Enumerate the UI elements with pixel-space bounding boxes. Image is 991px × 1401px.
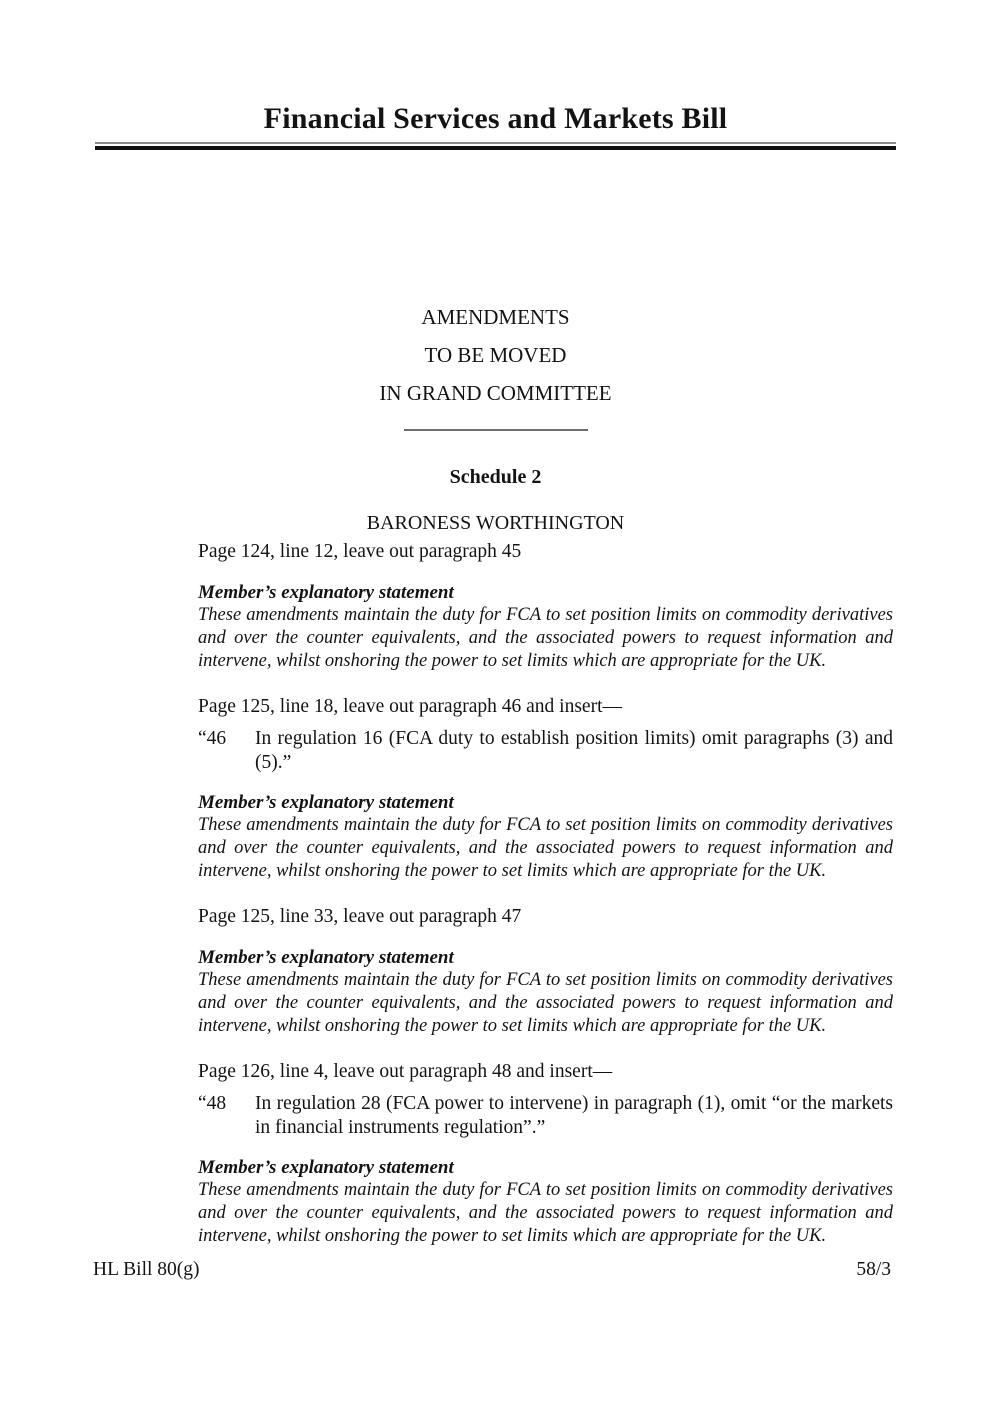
inserted-paragraph-number: “48 xyxy=(198,1093,227,1114)
explanatory-heading: Member’s explanatory statement xyxy=(198,1157,454,1178)
amendment-instruction: Page 125, line 18, leave out paragraph 46 and insert— xyxy=(198,696,623,717)
amendment-instruction: Page 125, line 33, leave out paragraph 47 xyxy=(198,906,522,927)
amendment-block xyxy=(198,905,893,1038)
page-footer xyxy=(93,1258,891,1282)
footer-bill-number: HL Bill 80(g) xyxy=(93,1259,200,1280)
amendment-instruction: Page 124, line 12, leave out paragraph 45 xyxy=(198,541,522,562)
explanatory-text: These amendments maintain the duty for FCA to set position limits on commodity derivatives and over the counter equivalents, and the associated powers to request information and intervene, whilst onshoring the power to set limits which are appropriate for the UK. xyxy=(198,970,893,1036)
preamble-line-to-be-moved: TO BE MOVED xyxy=(424,343,567,367)
member-name: BARONESS WORTHINGTON xyxy=(366,512,625,534)
inserted-paragraph-text: In regulation 28 (FCA power to intervene) in paragraph (1), omit “or the markets in financial instruments regulation”.” xyxy=(255,1093,893,1138)
rule-thick xyxy=(95,146,896,150)
explanatory-heading: Member’s explanatory statement xyxy=(198,947,454,968)
schedule-heading: Schedule 2 xyxy=(449,466,542,488)
page-title: Financial Services and Markets Bill xyxy=(263,102,728,135)
inserted-paragraph-number: “46 xyxy=(198,728,227,749)
amendment-block xyxy=(198,1060,893,1248)
preamble-line-committee: IN GRAND COMMITTEE xyxy=(379,381,612,405)
amendments-column xyxy=(198,540,893,1248)
explanatory-heading: Member’s explanatory statement xyxy=(198,792,454,813)
double-rule xyxy=(95,142,896,150)
separator-line xyxy=(404,429,588,431)
amendment-block xyxy=(198,540,893,673)
inserted-paragraph xyxy=(198,727,893,774)
explanatory-statement xyxy=(198,1157,893,1248)
explanatory-statement xyxy=(198,792,893,883)
inserted-paragraph xyxy=(198,1092,893,1139)
explanatory-statement xyxy=(198,947,893,1038)
amendment-instruction: Page 126, line 4, leave out paragraph 48 and insert— xyxy=(198,1061,613,1082)
preamble xyxy=(0,298,991,412)
explanatory-statement xyxy=(198,582,893,673)
explanatory-heading: Member’s explanatory statement xyxy=(198,582,454,603)
preamble-line-amendments: AMENDMENTS xyxy=(421,305,570,329)
explanatory-text: These amendments maintain the duty for FCA to set position limits on commodity derivatives and over the counter equivalents, and the associated powers to request information and intervene, whilst onshoring the power to set limits which are appropriate for the UK. xyxy=(198,1180,893,1246)
footer-page-number: 58/3 xyxy=(856,1259,891,1280)
inserted-paragraph-text: In regulation 16 (FCA duty to establish position limits) omit paragraphs (3) and (5).” xyxy=(255,728,893,773)
explanatory-text: These amendments maintain the duty for FCA to set position limits on commodity derivatives and over the counter equivalents, and the associated powers to request information and intervene, whilst onshoring the power to set limits which are appropriate for the UK. xyxy=(198,815,893,881)
explanatory-text: These amendments maintain the duty for FCA to set position limits on commodity derivatives and over the counter equivalents, and the associated powers to request information and intervene, whilst onshoring the power to set limits which are appropriate for the UK. xyxy=(198,605,893,671)
amendment-block xyxy=(198,695,893,883)
